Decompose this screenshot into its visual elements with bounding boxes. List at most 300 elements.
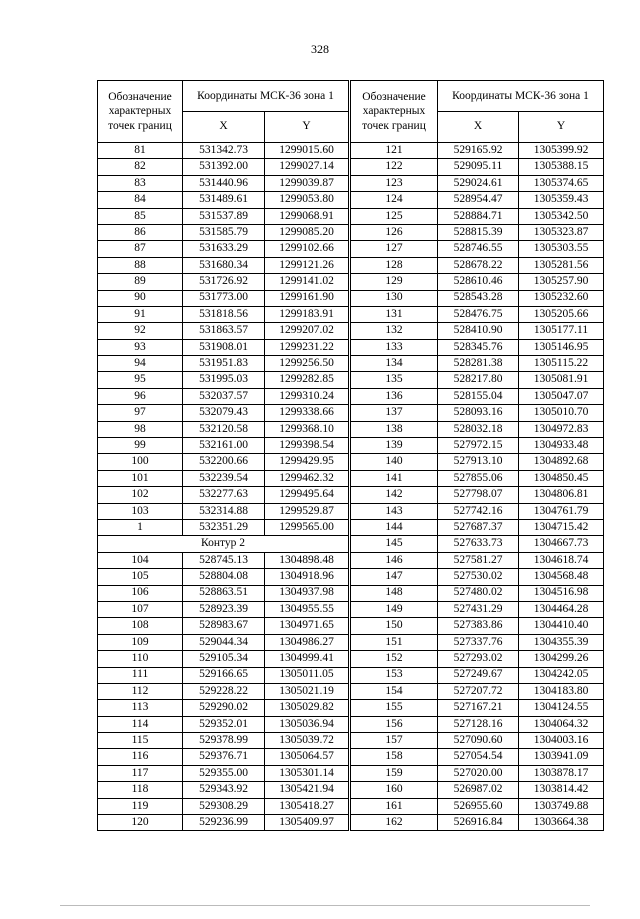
- x-value: 531537.89: [183, 208, 265, 224]
- point-number: 114: [98, 716, 183, 732]
- x-value: 529105.34: [183, 651, 265, 667]
- x-value: 531392.00: [183, 159, 265, 175]
- table-row: [98, 175, 349, 191]
- y-value: 1305036.94: [265, 716, 349, 732]
- table-row: [351, 798, 604, 814]
- point-number: 117: [98, 765, 183, 781]
- table-row: [351, 700, 604, 716]
- point-number: 139: [351, 438, 438, 454]
- point-number: 103: [98, 503, 183, 519]
- y-value: 1299529.87: [265, 503, 349, 519]
- point-number: 81: [98, 143, 183, 159]
- y-value: 1299462.32: [265, 470, 349, 486]
- x-value: 528476.75: [438, 306, 519, 322]
- y-value: 1305115.22: [519, 356, 604, 372]
- x-value: 531773.00: [183, 290, 265, 306]
- y-value: 1305257.90: [519, 274, 604, 290]
- point-number: 129: [351, 274, 438, 290]
- table-row: [98, 667, 349, 683]
- point-number: 147: [351, 569, 438, 585]
- x-value: 527054.54: [438, 749, 519, 765]
- point-number: 154: [351, 683, 438, 699]
- table-row: [351, 274, 604, 290]
- x-value: 531680.34: [183, 257, 265, 273]
- y-value: 1305010.70: [519, 405, 604, 421]
- point-number: 119: [98, 798, 183, 814]
- point-number: 128: [351, 257, 438, 273]
- right-coordinates-table: [350, 80, 604, 831]
- y-value: 1304898.48: [265, 552, 349, 568]
- x-value: 529236.99: [183, 815, 265, 831]
- y-value: 1304568.48: [519, 569, 604, 585]
- coords-header: Координаты МСК-36 зона 1: [183, 81, 349, 112]
- y-value: 1299565.00: [265, 519, 349, 535]
- point-number: 110: [98, 651, 183, 667]
- point-number: 138: [351, 421, 438, 437]
- point-number: 105: [98, 569, 183, 585]
- table-row: [98, 765, 349, 781]
- point-number: 162: [351, 815, 438, 831]
- table-row: [98, 274, 349, 290]
- point-number: 123: [351, 175, 438, 191]
- point-number: 148: [351, 585, 438, 601]
- y-value: 1299068.91: [265, 208, 349, 224]
- right-table-body: [351, 143, 604, 831]
- y-value: 1299231.22: [265, 339, 349, 355]
- table-row: [98, 323, 349, 339]
- x-value: 527337.76: [438, 634, 519, 650]
- point-number: 135: [351, 372, 438, 388]
- table-row: [98, 421, 349, 437]
- point-number: 156: [351, 716, 438, 732]
- y-value: 1305011.05: [265, 667, 349, 683]
- point-number: 155: [351, 700, 438, 716]
- point-number: 99: [98, 438, 183, 454]
- y-value: 1304918.96: [265, 569, 349, 585]
- table-row: [351, 519, 604, 535]
- point-number: 122: [351, 159, 438, 175]
- y-value: 1305359.43: [519, 192, 604, 208]
- point-number: 89: [98, 274, 183, 290]
- y-value: 1304355.39: [519, 634, 604, 650]
- table-row: [98, 798, 349, 814]
- point-number: 96: [98, 388, 183, 404]
- table-row: [351, 618, 604, 634]
- table-row: [351, 159, 604, 175]
- table-row: [351, 438, 604, 454]
- table-row: [98, 700, 349, 716]
- y-value: 1304299.26: [519, 651, 604, 667]
- x-value: 527431.29: [438, 601, 519, 617]
- y-value: 1303878.17: [519, 765, 604, 781]
- table-row: [98, 519, 349, 535]
- point-number: 90: [98, 290, 183, 306]
- y-value: 1305388.15: [519, 159, 604, 175]
- table-row: [98, 815, 349, 831]
- point-number: 150: [351, 618, 438, 634]
- x-value: 529044.34: [183, 634, 265, 650]
- y-value: 1305039.72: [265, 733, 349, 749]
- table-row: [98, 224, 349, 240]
- point-number: 118: [98, 782, 183, 798]
- y-value: 1304806.81: [519, 487, 604, 503]
- point-number: 140: [351, 454, 438, 470]
- table-row: [351, 601, 604, 617]
- point-number: 124: [351, 192, 438, 208]
- y-value: 1305177.11: [519, 323, 604, 339]
- y-value: 1299256.50: [265, 356, 349, 372]
- table-row: [351, 470, 604, 486]
- table-row: [351, 487, 604, 503]
- table-row: [351, 339, 604, 355]
- x-value: 527128.16: [438, 716, 519, 732]
- table-row: [98, 438, 349, 454]
- table-row: [98, 782, 349, 798]
- x-value: 528345.76: [438, 339, 519, 355]
- point-number: 132: [351, 323, 438, 339]
- x-value: 527090.60: [438, 733, 519, 749]
- point-number: 116: [98, 749, 183, 765]
- x-value: 528804.08: [183, 569, 265, 585]
- y-value: 1305374.65: [519, 175, 604, 191]
- table-row: [98, 405, 349, 421]
- y-value: 1305029.82: [265, 700, 349, 716]
- x-value: 527687.37: [438, 519, 519, 535]
- table-row: [351, 716, 604, 732]
- x-value: 528983.67: [183, 618, 265, 634]
- x-value: 528281.38: [438, 356, 519, 372]
- table-row: [351, 306, 604, 322]
- point-number: 107: [98, 601, 183, 617]
- left-coordinates-table: [97, 80, 349, 831]
- y-value: 1304761.79: [519, 503, 604, 519]
- table-row: [98, 356, 349, 372]
- x-value: 529095.11: [438, 159, 519, 175]
- x-value: 531908.01: [183, 339, 265, 355]
- table-row: [351, 585, 604, 601]
- x-value: 527167.21: [438, 700, 519, 716]
- y-value: 1299039.87: [265, 175, 349, 191]
- x-value: 529228.22: [183, 683, 265, 699]
- table-row: [351, 634, 604, 650]
- table-row: [351, 421, 604, 437]
- y-value: 1305205.66: [519, 306, 604, 322]
- y-value: 1305146.95: [519, 339, 604, 355]
- table-row: [351, 552, 604, 568]
- x-value: 526916.84: [438, 815, 519, 831]
- table-row: [98, 634, 349, 650]
- y-value: 1303749.88: [519, 798, 604, 814]
- point-number: 85: [98, 208, 183, 224]
- table-row: [351, 733, 604, 749]
- x-value: 532037.57: [183, 388, 265, 404]
- point-header: Обозначение характерных точек границ: [98, 81, 183, 143]
- table-row: [351, 208, 604, 224]
- table-row: [351, 388, 604, 404]
- point-number: 115: [98, 733, 183, 749]
- point-number: 109: [98, 634, 183, 650]
- x-value: 526955.60: [438, 798, 519, 814]
- point-number: 130: [351, 290, 438, 306]
- point-number: 83: [98, 175, 183, 191]
- y-value: 1305281.56: [519, 257, 604, 273]
- point-number: 142: [351, 487, 438, 503]
- x-value: 528745.13: [183, 552, 265, 568]
- y-value: 1299161.90: [265, 290, 349, 306]
- y-value: 1305421.94: [265, 782, 349, 798]
- table-row: [351, 667, 604, 683]
- x-value: 532161.00: [183, 438, 265, 454]
- y-value: 1304124.55: [519, 700, 604, 716]
- point-number: 94: [98, 356, 183, 372]
- x-header: X: [183, 112, 265, 143]
- point-number: 136: [351, 388, 438, 404]
- y-value: 1299027.14: [265, 159, 349, 175]
- y-value: 1305399.92: [519, 143, 604, 159]
- point-number: 157: [351, 733, 438, 749]
- y-value: 1305047.07: [519, 388, 604, 404]
- x-value: 531440.96: [183, 175, 265, 191]
- table-row: [98, 257, 349, 273]
- point-number: 88: [98, 257, 183, 273]
- x-value: 527530.02: [438, 569, 519, 585]
- table-row: [351, 257, 604, 273]
- y-value: 1305342.50: [519, 208, 604, 224]
- x-value: 528543.28: [438, 290, 519, 306]
- table-row: [98, 241, 349, 257]
- x-value: 529352.01: [183, 716, 265, 732]
- y-value: 1304667.73: [519, 536, 604, 552]
- x-value: 529355.00: [183, 765, 265, 781]
- x-value: 529376.71: [183, 749, 265, 765]
- x-value: 527581.27: [438, 552, 519, 568]
- point-number: 86: [98, 224, 183, 240]
- y-value: 1299053.80: [265, 192, 349, 208]
- table-row: [351, 454, 604, 470]
- point-number: 153: [351, 667, 438, 683]
- point-number: 102: [98, 487, 183, 503]
- y-value: 1305021.19: [265, 683, 349, 699]
- x-value: 532120.58: [183, 421, 265, 437]
- contour-section: [98, 536, 349, 552]
- table-row: [351, 503, 604, 519]
- y-value: 1299338.66: [265, 405, 349, 421]
- x-value: 529024.61: [438, 175, 519, 191]
- table-row: [98, 552, 349, 568]
- x-value: 527855.06: [438, 470, 519, 486]
- point-number: 160: [351, 782, 438, 798]
- table-row: [98, 372, 349, 388]
- x-value: 528923.39: [183, 601, 265, 617]
- point-number: 134: [351, 356, 438, 372]
- y-value: 1303814.42: [519, 782, 604, 798]
- table-row: [351, 323, 604, 339]
- point-number: 131: [351, 306, 438, 322]
- x-value: 527293.02: [438, 651, 519, 667]
- page-edge-line: [60, 905, 590, 906]
- y-value: 1299085.20: [265, 224, 349, 240]
- point-number: 93: [98, 339, 183, 355]
- table-row: [98, 585, 349, 601]
- y-value: 1299429.95: [265, 454, 349, 470]
- y-value: 1303664.38: [519, 815, 604, 831]
- y-value: 1299121.26: [265, 257, 349, 273]
- point-number: 113: [98, 700, 183, 716]
- x-value: 528093.16: [438, 405, 519, 421]
- x-value: 529165.92: [438, 143, 519, 159]
- x-value: 528746.55: [438, 241, 519, 257]
- table-row: [351, 356, 604, 372]
- x-value: 526987.02: [438, 782, 519, 798]
- page-number: 328: [311, 42, 329, 56]
- table-row: [98, 143, 349, 159]
- table-row: [98, 470, 349, 486]
- y-header: Y: [519, 112, 604, 143]
- x-value: 527383.86: [438, 618, 519, 634]
- table-row: [351, 241, 604, 257]
- x-value: 527020.00: [438, 765, 519, 781]
- coordinates-tables: [97, 80, 604, 831]
- table-row: [351, 175, 604, 191]
- x-value: 529290.02: [183, 700, 265, 716]
- table-row: [351, 765, 604, 781]
- table-row: [98, 716, 349, 732]
- x-value: 528954.47: [438, 192, 519, 208]
- y-value: 1304999.41: [265, 651, 349, 667]
- y-value: 1304410.40: [519, 618, 604, 634]
- point-number: 97: [98, 405, 183, 421]
- x-value: 527480.02: [438, 585, 519, 601]
- point-number: 161: [351, 798, 438, 814]
- x-value: 528410.90: [438, 323, 519, 339]
- left-table-body: [98, 143, 349, 536]
- point-number: 158: [351, 749, 438, 765]
- point-number: 106: [98, 585, 183, 601]
- y-value: 1304850.45: [519, 470, 604, 486]
- x-value: 532351.29: [183, 519, 265, 535]
- point-number: 143: [351, 503, 438, 519]
- table-row: [351, 782, 604, 798]
- x-value: 529378.99: [183, 733, 265, 749]
- table-row: [98, 159, 349, 175]
- y-value: 1304972.83: [519, 421, 604, 437]
- point-number: 112: [98, 683, 183, 699]
- y-value: 1304003.16: [519, 733, 604, 749]
- x-value: 531818.56: [183, 306, 265, 322]
- table-row: [351, 536, 604, 552]
- x-value: 531726.92: [183, 274, 265, 290]
- table-row: [98, 388, 349, 404]
- point-header: Обозначение характерных точек границ: [351, 81, 438, 143]
- y-value: 1299282.85: [265, 372, 349, 388]
- x-value: 531951.83: [183, 356, 265, 372]
- y-value: 1299495.64: [265, 487, 349, 503]
- x-value: 527742.16: [438, 503, 519, 519]
- table-row: [351, 192, 604, 208]
- point-number: 141: [351, 470, 438, 486]
- point-number: 144: [351, 519, 438, 535]
- y-value: 1304464.28: [519, 601, 604, 617]
- table-row: [351, 683, 604, 699]
- table-row: [351, 290, 604, 306]
- y-value: 1304516.98: [519, 585, 604, 601]
- point-number: 100: [98, 454, 183, 470]
- x-value: 529308.29: [183, 798, 265, 814]
- point-number: 137: [351, 405, 438, 421]
- table-row: [98, 487, 349, 503]
- point-number: 149: [351, 601, 438, 617]
- point-number: 92: [98, 323, 183, 339]
- point-number: 98: [98, 421, 183, 437]
- point-number: 108: [98, 618, 183, 634]
- coords-header: Координаты МСК-36 зона 1: [438, 81, 604, 112]
- y-value: 1305301.14: [265, 765, 349, 781]
- y-value: 1304242.05: [519, 667, 604, 683]
- y-value: 1304892.68: [519, 454, 604, 470]
- x-value: 529166.65: [183, 667, 265, 683]
- table-row: [351, 651, 604, 667]
- y-value: 1305418.27: [265, 798, 349, 814]
- point-number: 121: [351, 143, 438, 159]
- x-value: 527913.10: [438, 454, 519, 470]
- x-value: 528217.80: [438, 372, 519, 388]
- y-value: 1305303.55: [519, 241, 604, 257]
- table-row: [351, 224, 604, 240]
- table-row: [98, 192, 349, 208]
- point-number: 159: [351, 765, 438, 781]
- table-row: [98, 454, 349, 470]
- table-row: [98, 290, 349, 306]
- x-value: 527633.73: [438, 536, 519, 552]
- point-number: 1: [98, 519, 183, 535]
- point-number: 133: [351, 339, 438, 355]
- point-number: 151: [351, 634, 438, 650]
- table-row: [98, 601, 349, 617]
- y-value: 1305081.91: [519, 372, 604, 388]
- y-value: 1305064.57: [265, 749, 349, 765]
- table-row: [98, 651, 349, 667]
- table-row: [351, 372, 604, 388]
- point-number: 111: [98, 667, 183, 683]
- x-value: 528610.46: [438, 274, 519, 290]
- y-value: 1305409.97: [265, 815, 349, 831]
- x-value: 532200.66: [183, 454, 265, 470]
- y-value: 1299015.60: [265, 143, 349, 159]
- x-value: 527798.07: [438, 487, 519, 503]
- x-header: X: [438, 112, 519, 143]
- x-value: 528678.22: [438, 257, 519, 273]
- x-value: 532239.54: [183, 470, 265, 486]
- y-value: 1299102.66: [265, 241, 349, 257]
- x-value: 532277.63: [183, 487, 265, 503]
- table-row: [351, 815, 604, 831]
- table-row: [98, 503, 349, 519]
- point-number: 146: [351, 552, 438, 568]
- y-value: 1304183.80: [519, 683, 604, 699]
- y-value: 1304971.65: [265, 618, 349, 634]
- y-value: 1299310.24: [265, 388, 349, 404]
- point-number: 145: [351, 536, 438, 552]
- y-value: 1305323.87: [519, 224, 604, 240]
- x-value: 527249.67: [438, 667, 519, 683]
- x-value: 528155.04: [438, 388, 519, 404]
- y-value: 1304986.27: [265, 634, 349, 650]
- y-value: 1304955.55: [265, 601, 349, 617]
- contour-row: [98, 536, 349, 552]
- y-value: 1304937.98: [265, 585, 349, 601]
- y-value: 1304715.42: [519, 519, 604, 535]
- table-row: [98, 339, 349, 355]
